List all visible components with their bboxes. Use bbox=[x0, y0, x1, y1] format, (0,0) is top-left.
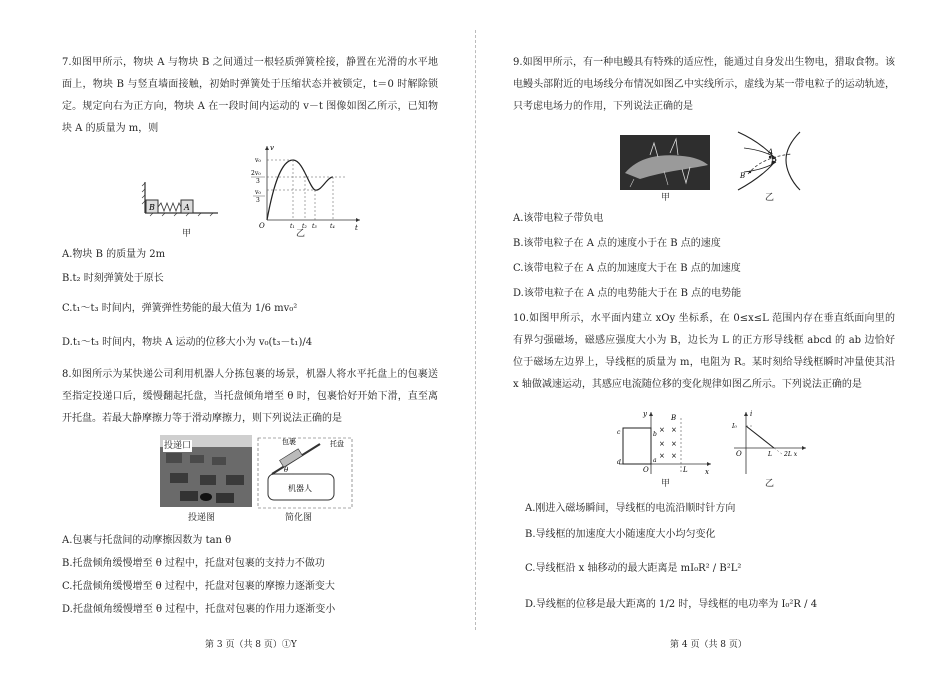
q9-eel-photo bbox=[620, 135, 710, 190]
q8-simplified-diagram bbox=[250, 432, 360, 512]
q9-point-a: A bbox=[768, 148, 774, 156]
q9-caption-jia: 甲 bbox=[661, 193, 671, 203]
q10-graph-origin: O bbox=[736, 450, 742, 458]
q8-diagram-caption: 简化图 bbox=[285, 513, 313, 523]
q7-block-b-label: B bbox=[149, 203, 155, 212]
q10-option-d: D.导线框的位移是最大距离的 1/2 时，导线框的电功率为 I₀²R / 4 bbox=[525, 599, 818, 610]
q7-label-v0: v₀ bbox=[255, 157, 261, 164]
q7-label-v0-3-den: 3 bbox=[256, 197, 260, 204]
q9-option-a: A.该带电粒子带负电 bbox=[513, 213, 604, 224]
q7-origin: O bbox=[259, 222, 265, 230]
q8-delivery-mouth-label: 投递口 bbox=[164, 441, 192, 451]
q7-option-d: D.t₁～t₃ 时间内，物块 A 运动的位移大小为 v₀(t₃－t₁)/4 bbox=[62, 337, 313, 348]
q8-tray-label: 托盘 bbox=[330, 440, 344, 448]
q7-option-b: B.t₂ 时刻弹簧处于原长 bbox=[62, 273, 164, 284]
left-page-footer: 第 3 页（共 8 页）①Y bbox=[205, 640, 297, 650]
q10-option-a: A.刚进入磁场瞬间，导线框的电流沿顺时针方向 bbox=[525, 503, 736, 514]
question-10-text: 10.如图甲所示，水平面内建立 xOy 坐标系，在 0≤x≤L 范围内存在垂直纸面向里的有界匀强磁场，磁感应强度大小为 B，边长为 L 的正方形导线框 abcd 的 ab 边恰好位于磁场左边界上，导线框的质量为 m，电阻为 R。某时刻给导线框瞬时冲量使其沿 x 轴做减速运动，其感应电流随位移的变化规律如图乙所示。下列说法正确的是 bbox=[513, 313, 895, 390]
svg-text:×: × bbox=[659, 440, 665, 448]
right-page-footer: 第 4 页（共 8 页） bbox=[670, 640, 747, 650]
q8-package-label: 包裹 bbox=[282, 438, 296, 446]
q10-graph-i0: I₀ bbox=[732, 423, 737, 430]
q10-corner-b: b bbox=[653, 431, 657, 438]
q10-current-graph bbox=[730, 408, 810, 478]
svg-text:×: × bbox=[671, 426, 677, 434]
q9-point-b: B bbox=[740, 172, 746, 180]
q9-option-c: C.该带电粒子在 A 点的加速度大于在 B 点的加速度 bbox=[513, 263, 741, 274]
q7-label-2v0-den: 3 bbox=[256, 178, 260, 185]
question-7-text: 7.如图甲所示，物块 A 与物块 B 之间通过一根轻质弹簧栓接，静置在光滑的水平地面上，物块 B 与竖直墙面接触，初始时弹簧处于压缩状态并被锁定，t＝0 时解除锁定。规定向右为正方向，物块 A 在一段时间内运动的 v－t 图像如图乙所示，已知物块 A 的质量为 m，则 bbox=[62, 57, 438, 134]
q10-corner-c: c bbox=[617, 429, 621, 436]
q10-graph-2l-x: 2L x bbox=[784, 451, 798, 458]
q10-caption-yi: 乙 bbox=[765, 479, 775, 489]
q10-label-b-field: B bbox=[671, 414, 677, 422]
right-page bbox=[475, 0, 950, 673]
svg-text:×: × bbox=[659, 426, 665, 434]
q10-corner-a: a bbox=[653, 457, 657, 464]
question-9-text: 9.如图甲所示，有一种电鳗具有特殊的适应性，能通过自身发出生物电，猎取食物。该电鳗头部附近的电场线分布情况如图乙中实线所示，虚线为某一带电粒子的运动轨迹，只考虑电场力的作用，下列说法正确的是 bbox=[513, 57, 895, 112]
q7-axis-t: t bbox=[355, 224, 358, 232]
q7-axis-v: v bbox=[270, 144, 274, 152]
q10-axis-y: y bbox=[643, 410, 647, 418]
q10-graph-l: L bbox=[768, 451, 772, 458]
q9-option-d: D.该带电粒子在 A 点的电势能大于在 B 点的电势能 bbox=[513, 288, 742, 299]
q10-origin: O bbox=[643, 466, 649, 474]
q9-field-diagram bbox=[730, 128, 810, 194]
q8-robot-label: 机器人 bbox=[288, 484, 312, 493]
q7-block-a-label: A bbox=[184, 203, 190, 212]
q8-option-a: A.包裹与托盘间的动摩擦因数为 tan θ bbox=[62, 535, 232, 546]
svg-text:×: × bbox=[659, 452, 665, 460]
q10-label-l: L bbox=[683, 466, 688, 474]
q7-caption-yi: 乙 bbox=[296, 229, 306, 239]
q7-vt-graph bbox=[245, 142, 365, 232]
q10-corner-d: d bbox=[617, 459, 621, 466]
q7-tick-t3: t₃ bbox=[312, 223, 317, 230]
q7-tick-t4: t₄ bbox=[330, 223, 335, 230]
q10-axis-x: x bbox=[705, 468, 709, 476]
q8-theta-label: θ bbox=[284, 466, 289, 474]
q10-caption-jia: 甲 bbox=[661, 479, 671, 489]
q8-photo-caption: 投递图 bbox=[188, 513, 216, 523]
svg-text:×: × bbox=[671, 452, 677, 460]
q8-option-b: B.托盘倾角缓慢增至 θ 过程中，托盘对包裹的支持力不做功 bbox=[62, 558, 325, 569]
q7-tick-t2: t₂ bbox=[302, 223, 307, 230]
q10-option-b: B.导线框的加速度大小随速度大小均匀变化 bbox=[525, 529, 716, 540]
q7-caption-jia: 甲 bbox=[182, 229, 192, 239]
q10-coordinate-diagram bbox=[615, 408, 715, 478]
svg-text:×: × bbox=[671, 440, 677, 448]
question-8-text: 8.如图所示为某快递公司利用机器人分拣包裹的场景，机器人将水平托盘上的包裹送至指定投递口后，缓慢翻起托盘，当托盘倾角增至 θ 时，包裹恰好开始下滑，直至离开托盘。若最大静摩擦力等于滑动摩擦力，则下列说法正确的是 bbox=[62, 369, 438, 424]
q7-label-2v0: 2v₀ bbox=[251, 170, 261, 177]
q8-option-d: D.托盘倾角缓慢增至 θ 过程中，托盘对包裹的作用力逐渐变小 bbox=[62, 604, 336, 615]
q7-figure-jia bbox=[140, 180, 220, 220]
q9-option-b: B.该带电粒子在 A 点的速度小于在 B 点的速度 bbox=[513, 238, 721, 249]
q10-graph-axis-i: i bbox=[750, 410, 753, 418]
q7-option-a: A.物块 B 的质量为 2m bbox=[62, 249, 166, 260]
q8-option-c: C.托盘倾角缓慢增至 θ 过程中，托盘对包裹的摩擦力逐渐变大 bbox=[62, 581, 335, 592]
q10-option-c: C.导线框沿 x 轴移动的最大距离是 mI₀R² / B²L² bbox=[525, 563, 742, 574]
q7-option-c: C.t₁～t₃ 时间内，弹簧弹性势能的最大值为 1/6 mv₀² bbox=[62, 303, 298, 314]
q9-caption-yi: 乙 bbox=[765, 193, 775, 203]
q7-tick-t1: t₁ bbox=[290, 223, 295, 230]
q7-label-v0-3: v₀ bbox=[255, 189, 261, 196]
